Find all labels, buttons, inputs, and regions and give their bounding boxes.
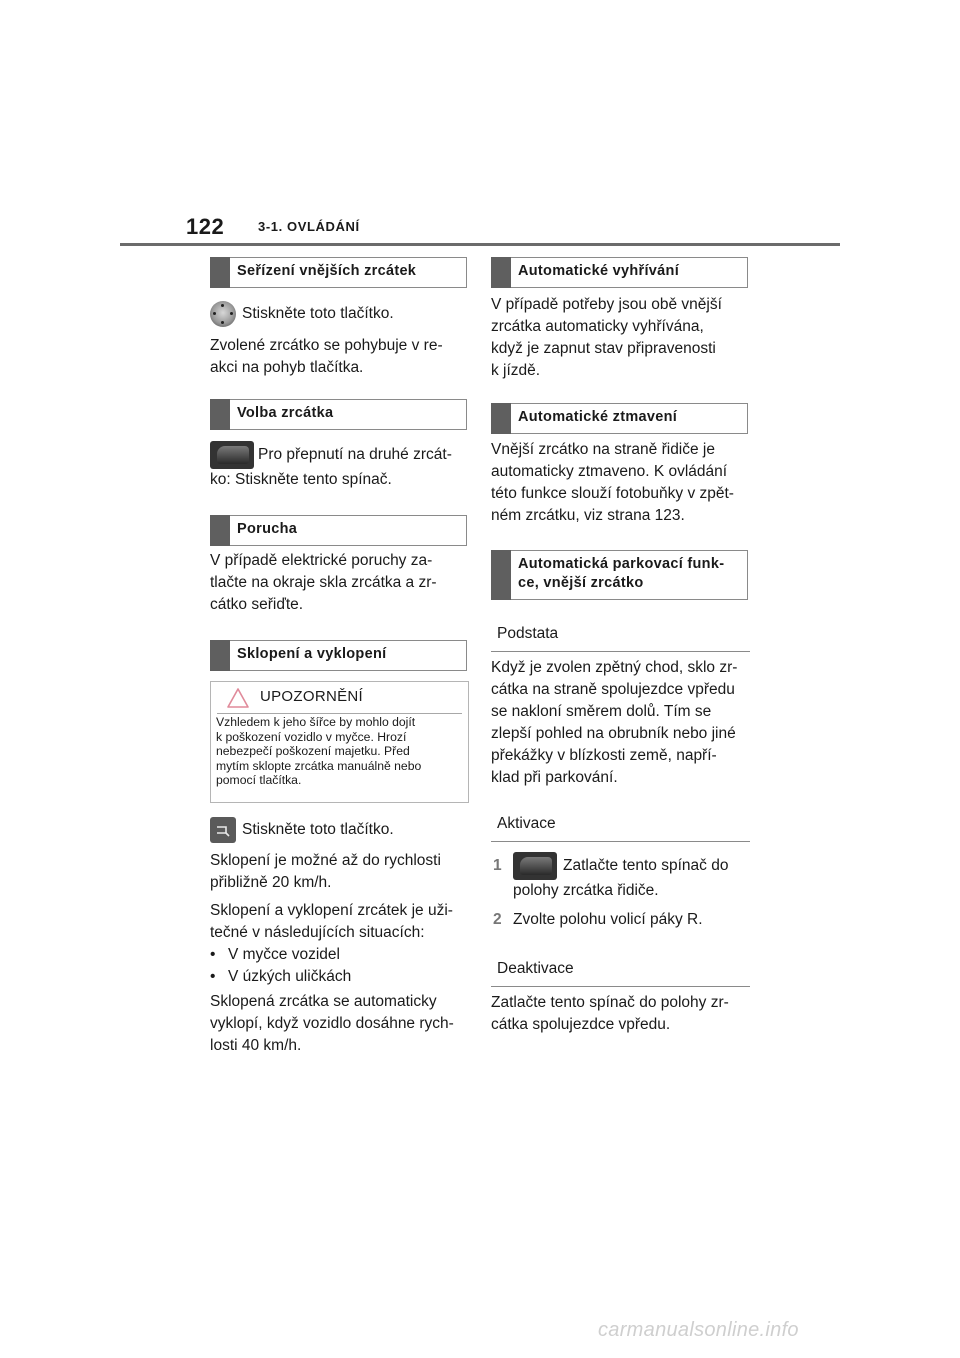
mirror-select-switch-icon bbox=[210, 441, 254, 469]
warning-text bbox=[216, 715, 464, 788]
text-line: zlepší pohled na obrubník nebo jiné bbox=[491, 725, 736, 742]
text-line: Když je zvolen zpětný chod, sklo zr- bbox=[491, 659, 738, 676]
warning-triangle-icon bbox=[226, 687, 250, 709]
text-line: tlačte na okraje skla zrcátka a zr- bbox=[210, 574, 437, 591]
text-line: ko: Stiskněte tento spínač. bbox=[210, 471, 392, 488]
text-line: akci na pohyb tlačítka. bbox=[210, 359, 364, 376]
subheading-principle: Podstata bbox=[491, 624, 750, 652]
text-line: k poškození vozidlo v myčce. Hrozí bbox=[216, 729, 407, 744]
text-line: Vnější zrcátko na straně řidiče je bbox=[491, 441, 715, 458]
paragraph-press-button bbox=[210, 301, 469, 327]
bullet-item: • V úzkých uličkách bbox=[210, 968, 352, 985]
subheading-deactivation: Deaktivace bbox=[491, 959, 750, 987]
text-line: když je zapnut stav připravenosti bbox=[491, 340, 716, 357]
heading-line: ce, vnější zrcátko bbox=[518, 575, 644, 591]
section-heading-heating: Automatické vyhřívání bbox=[491, 257, 748, 288]
watermark: carmanualsonline.info bbox=[598, 1319, 799, 1341]
text-line: zrcátka automaticky vyhřívána, bbox=[491, 318, 704, 335]
section-heading-malfunction: Porucha bbox=[210, 515, 467, 546]
text-line: nebezpečí poškození majetku. Před bbox=[216, 744, 410, 758]
step-1 bbox=[491, 852, 750, 902]
subheading-activation: Aktivace bbox=[491, 814, 750, 842]
text-line: Sklopená zrcátka se automaticky bbox=[210, 993, 437, 1010]
step-text: Zatlačte tento spínač do bbox=[563, 857, 729, 875]
text-line: V případě potřeby jsou obě vnější bbox=[491, 296, 722, 313]
mirror-adjust-button-icon bbox=[210, 301, 236, 327]
chapter-title: 3-1. OVLÁDÁNÍ bbox=[258, 219, 360, 234]
section-heading-mirror-select: Volba zrcátka bbox=[210, 399, 467, 430]
step-text: Zvolte polohu volicí páky R. bbox=[513, 911, 703, 928]
text-line: Vzhledem k jeho šířce by mohlo dojít bbox=[216, 715, 416, 729]
paragraph-principle bbox=[491, 657, 750, 789]
paragraph-fold-useful bbox=[210, 900, 469, 988]
paragraph-dimming bbox=[491, 439, 750, 527]
text-line: překážky v blízkosti země, napří- bbox=[491, 747, 717, 764]
header-rule bbox=[120, 243, 840, 246]
step-number: 1 bbox=[493, 857, 502, 874]
text-line: cátka spolujezdce vpředu. bbox=[491, 1016, 671, 1033]
text-line: pomocí tlačítka. bbox=[216, 773, 302, 787]
heading-line: Automatická parkovací funk- bbox=[518, 556, 725, 572]
text-line: automaticky ztmaveno. K ovládání bbox=[491, 463, 728, 480]
fold-button-icon bbox=[210, 817, 236, 843]
text-line: cátka na straně spolujezdce vpředu bbox=[491, 681, 735, 698]
bullet-item: • V myčce vozidel bbox=[210, 946, 340, 963]
paragraph-deactivation bbox=[491, 992, 750, 1036]
warning-divider bbox=[217, 713, 462, 714]
section-heading-fold: Sklopení a vyklopení bbox=[210, 640, 467, 671]
text-line: k jízdě. bbox=[491, 362, 541, 379]
paragraph-text: Pro přepnutí na druhé zrcát- bbox=[258, 446, 452, 464]
section-heading-mirror-adjust: Seřízení vnějších zrcátek bbox=[210, 257, 467, 288]
text-line: cátko seřiďte. bbox=[210, 596, 304, 613]
text-line: ném zrcátku, viz strana 123. bbox=[491, 507, 685, 524]
paragraph-malfunction bbox=[210, 550, 469, 616]
paragraph-heating bbox=[491, 294, 750, 382]
section-heading-parking bbox=[491, 550, 748, 600]
page-number: 122 bbox=[186, 214, 225, 239]
text-line: přibližně 20 km/h. bbox=[210, 874, 332, 891]
text-line: Zatlačte tento spínač do polohy zr- bbox=[491, 994, 729, 1011]
text-line: losti 40 km/h. bbox=[210, 1037, 302, 1054]
paragraph-mirror-moves bbox=[210, 335, 469, 379]
warning-box bbox=[210, 681, 469, 803]
paragraph-switch-mirror bbox=[210, 441, 469, 491]
paragraph-text: Stiskněte toto tlačítko. bbox=[242, 305, 394, 323]
mirror-select-switch-icon bbox=[513, 852, 557, 880]
text-line: klad při parkování. bbox=[491, 769, 618, 786]
text-line: Sklopení je možné až do rychlosti bbox=[210, 852, 441, 869]
paragraph-fold-speed bbox=[210, 850, 469, 894]
text-line: vyklopí, když vozidlo dosáhne rych- bbox=[210, 1015, 454, 1032]
paragraph-press-fold bbox=[210, 817, 469, 843]
step-2 bbox=[491, 909, 750, 931]
text-line: této funkce slouží fotobuňky v zpět- bbox=[491, 485, 734, 502]
text-line: Zvolené zrcátko se pohybuje v re- bbox=[210, 337, 443, 354]
step-number: 2 bbox=[493, 911, 502, 928]
warning-title: UPOZORNĚNÍ bbox=[260, 688, 364, 705]
step-text: polohy zrcátka řidiče. bbox=[513, 882, 659, 899]
text-line: V případě elektrické poruchy za- bbox=[210, 552, 433, 569]
paragraph-auto-unfold bbox=[210, 991, 469, 1057]
text-line: Sklopení a vyklopení zrcátek je uži- bbox=[210, 902, 453, 919]
text-line: mytím sklopte zrcátka manuálně nebo bbox=[216, 758, 422, 773]
text-line: tečné v následujících situacích: bbox=[210, 924, 425, 941]
section-heading-dimming: Automatické ztmavení bbox=[491, 403, 748, 434]
text-line: se nakloní směrem dolů. Tím se bbox=[491, 703, 712, 720]
paragraph-text: Stiskněte toto tlačítko. bbox=[242, 821, 394, 839]
